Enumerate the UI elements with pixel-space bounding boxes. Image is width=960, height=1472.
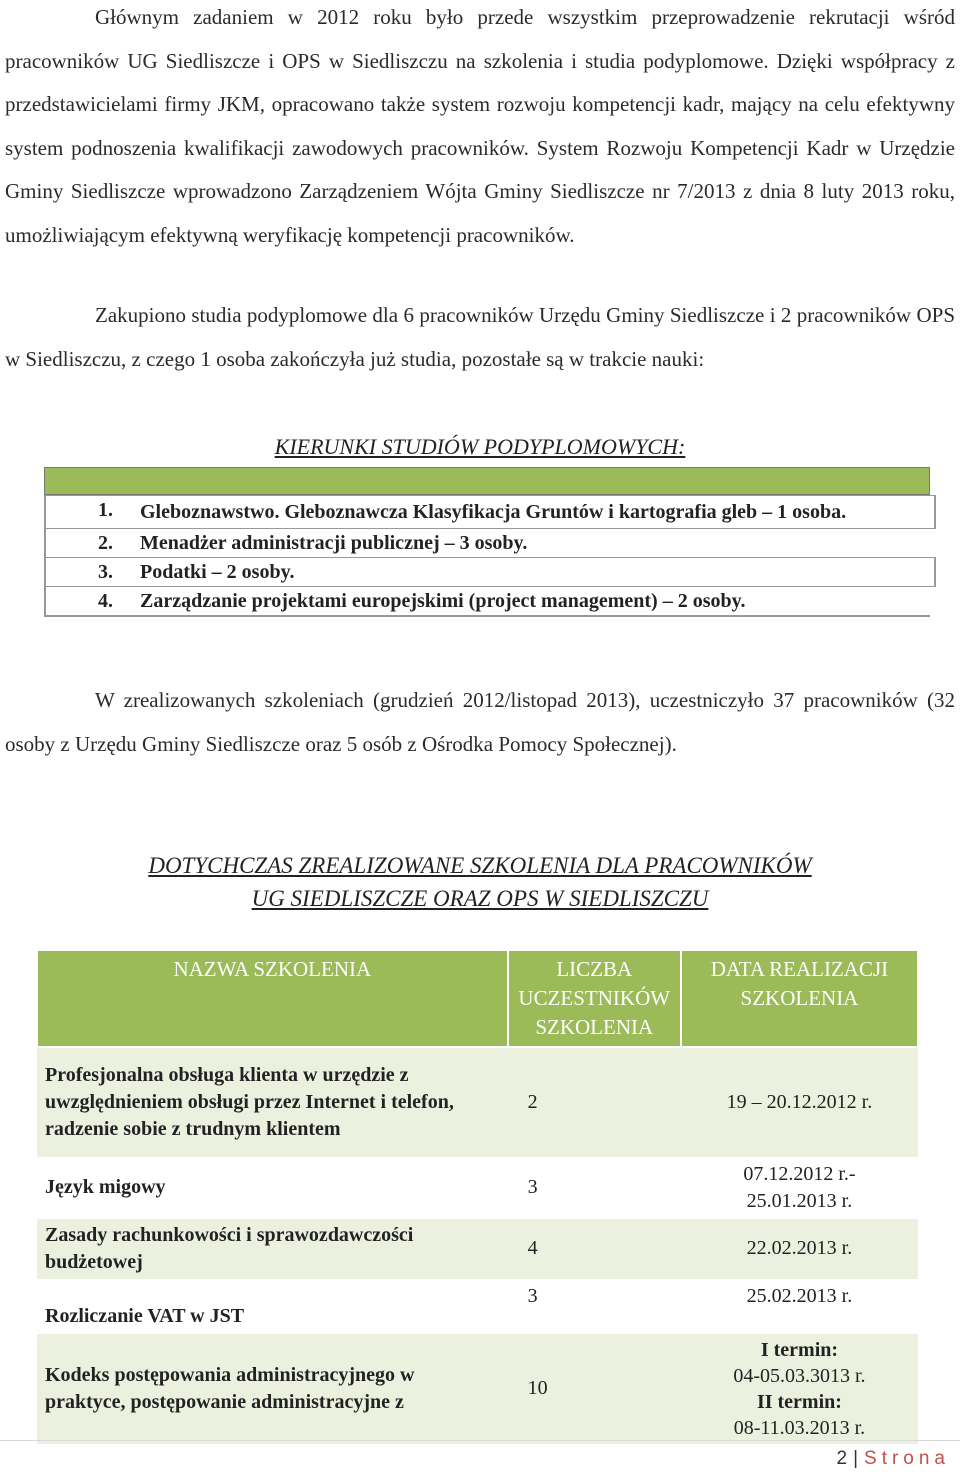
training-name: Profesjonalna obsługa klienta w urzędzie z uwzględnieniem obsługi przez Internet i telefon, radzenie sobie z trudnym klientem	[37, 1047, 508, 1157]
training-name: Kodeks postępowania administracyjnego w praktyce, postępowanie administracyjne z	[37, 1333, 508, 1444]
training-date: 25.02.2013 r.	[746, 1284, 853, 1307]
footer-page-word: Strona	[864, 1448, 950, 1469]
list-item: 2. Menadżer administracji publicznej – 3 osoby.	[44, 529, 930, 557]
table-row	[37, 1218, 918, 1279]
training-date: 22.02.2013 r.	[681, 1218, 918, 1279]
list-item: 3. Podatki – 2 osoby.	[44, 557, 936, 587]
table-row	[37, 1279, 918, 1333]
participant-count: 10	[508, 1333, 681, 1444]
header-training-name: NAZWA SZKOLENIA	[37, 950, 508, 1047]
table-row	[37, 1333, 918, 1444]
participant-count: 3	[527, 1284, 538, 1307]
footer-divider	[0, 1440, 960, 1441]
list-item: 1. Gleboznawstwo. Gleboznawcza Klasyfikacja Gruntów i kartografia gleb – 1 osoba.	[44, 495, 936, 529]
training-name: Rozliczanie VAT w JST	[45, 1304, 245, 1327]
list-title: KIERUNKI STUDIÓW PODYPLOMOWYCH:	[274, 434, 686, 459]
participant-count: 3	[527, 1176, 538, 1198]
table-row	[37, 1157, 918, 1218]
training-name: Zasady rachunkowości i sprawozdawczości budżetowej	[37, 1218, 508, 1279]
list-item: 4. Zarządzanie projektami europejskimi (project management) – 2 osoby.	[44, 587, 930, 617]
paragraph-trainings: W zrealizowanych szkoleniach (grudzień 2012/listopad 2013), uczestniczyło 37 pracowników (32 osoby z Urzędu Gminy Siedliszcze oraz 5 osób z Ośrodka Pomocy Społecznej).	[5, 688, 955, 756]
paragraph-postgrad: Zakupiono studia podyplomowe dla 6 pracowników Urzędu Gminy Siedliszcze i 2 pracowników OPS w Siedliszczu, z czego 1 osoba zakończyła już studia, pozostałe są w trakcie nauki:	[5, 303, 955, 371]
list-green-bar	[44, 467, 930, 495]
postgrad-list	[44, 467, 930, 617]
paragraph-intro: Głównym zadaniem w 2012 roku było przede wszystkim przeprowadzenie rekrutacji wśród pracowników UG Siedliszcze i OPS w Siedliszczu na szkolenia i studia podyplomowe. Dzięki współpracy z przedstawicielami firmy JKM, opracowano także system rozwoju kompetencji kadr, mający na celu efektywny system podnoszenia kwalifikacji zawodowych pracowników. System Rozwoju Kompetencji Kadr w Urzędzie Gminy Siedliszcze wprowadzono Zarządzeniem Wójta Gminy Siedliszcze nr 7/2013 z dnia 8 luty 2013 roku, umożliwiającym efektywną weryfikację kompetencji pracowników.	[5, 5, 955, 247]
participant-count: 4	[508, 1218, 681, 1279]
table-header-row	[37, 950, 918, 1047]
header-participants: LICZBA UCZESTNIKÓW SZKOLENIA	[508, 950, 681, 1047]
header-date: DATA REALIZACJI SZKOLENIA	[681, 950, 918, 1047]
training-name: Język migowy	[45, 1176, 166, 1198]
participant-count: 2	[508, 1047, 681, 1157]
trainings-table	[36, 949, 919, 1445]
training-date: 07.12.2012 r.- 25.01.2013 r.	[743, 1162, 856, 1212]
training-date: 19 – 20.12.2012 r.	[681, 1047, 918, 1157]
table-row	[37, 1047, 918, 1157]
page-number: 2	[836, 1448, 848, 1469]
page-footer	[837, 1448, 951, 1470]
training-date: I termin: 04-05.03.3013 r. II termin: 08-11.03.2013 r.	[681, 1333, 918, 1444]
footer-separator: |	[853, 1448, 859, 1469]
section-title: DOTYCHCZAS ZREALIZOWANE SZKOLENIA DLA PRACOWNIKÓW UG SIEDLISZCZE ORAZ OPS W SIEDLISZCZU	[148, 853, 812, 911]
